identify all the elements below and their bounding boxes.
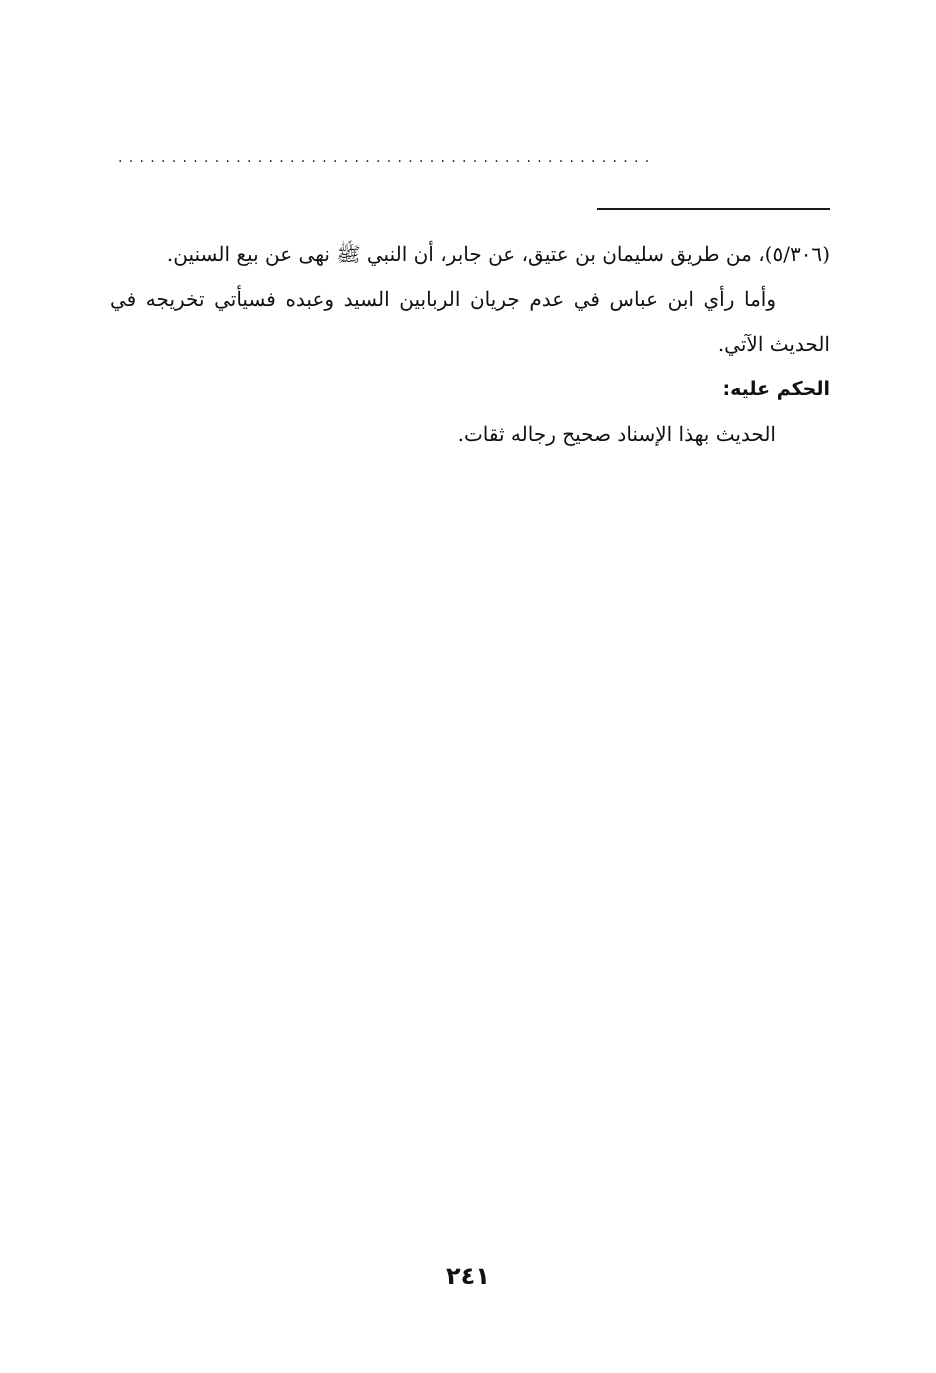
paragraph-ruling: الحديث بهذا الإسناد صحيح رجاله ثقات. [457, 422, 776, 446]
section-heading-ruling: الحكم عليه: [722, 378, 830, 400]
paragraph-hadith-source: (٥/٣٠٦)، من طريق سليمان بن عتيق، عن جابر، أن النبي ﷺ نهى عن بيع السنين. [166, 242, 830, 266]
paragraph-ibn-abbas-opinion: وأما رأي ابن عباس في عدم جريان الربابين السيد وعبده فسيأتي تخريجه في الحديث الآتي. [110, 287, 830, 356]
main-text-block [110, 232, 830, 457]
page-number: ٢٤١ [446, 1262, 490, 1290]
footnote-rule [597, 208, 830, 210]
dotted-separator: .................................................. [118, 150, 656, 166]
